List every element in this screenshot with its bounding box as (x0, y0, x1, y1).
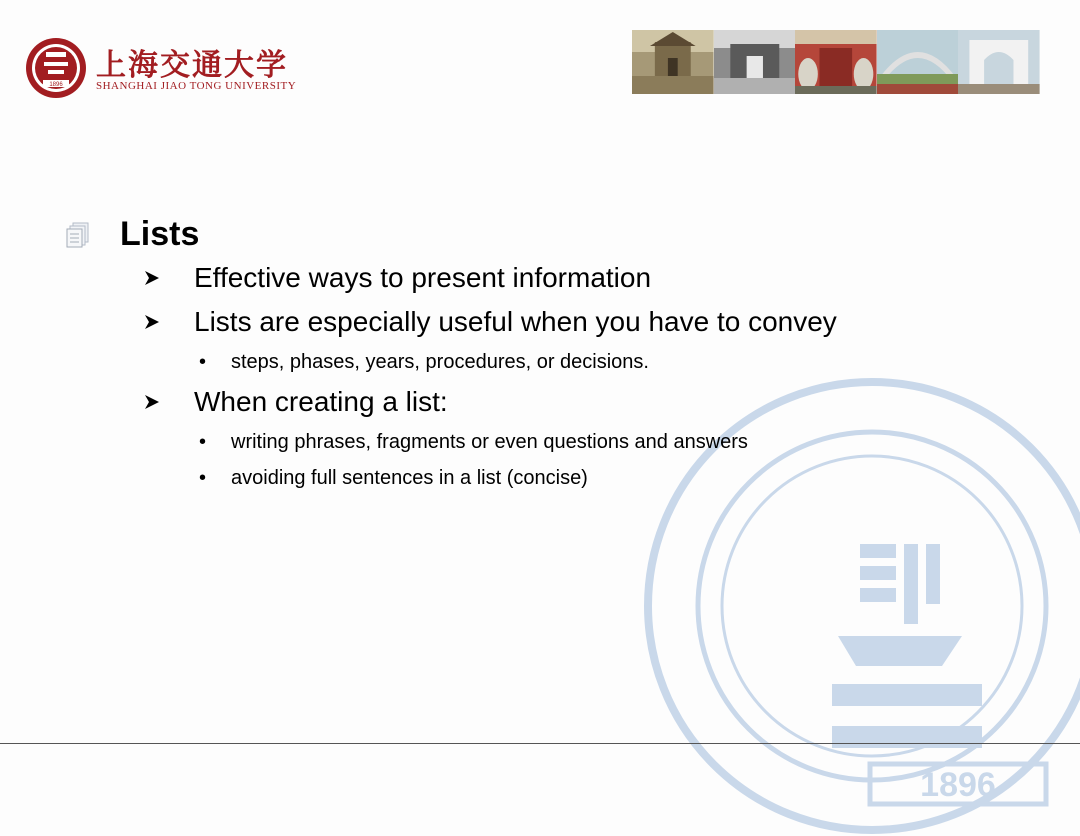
bullet-dot-icon: • (199, 431, 207, 453)
campus-photo-white-gate (958, 30, 1040, 94)
campus-photo-gate-old (632, 30, 714, 94)
university-logo (24, 36, 324, 102)
bullet-dot-icon: • (199, 351, 207, 373)
bullet-dot-icon: • (199, 467, 207, 489)
logo-english-name: SHANGHAI JIAO TONG UNIVERSITY (96, 80, 297, 92)
slide-heading: Lists (120, 215, 200, 253)
logo-chinese-name: 上海交通大学 (96, 48, 288, 83)
list-item-text: Effective ways to present information (194, 262, 652, 293)
list-item (144, 300, 964, 344)
list-item (144, 380, 964, 424)
sub-list-item (199, 424, 964, 460)
sub-list-item (199, 344, 964, 380)
sub-list-item (199, 460, 964, 496)
footer-divider (0, 743, 1080, 744)
campus-photo-modern-arch (877, 30, 959, 94)
arrow-bullet-icon (144, 314, 160, 330)
list-item-text: When creating a list: (194, 386, 448, 417)
arrow-bullet-icon (144, 394, 160, 410)
campus-photo-strip (632, 30, 1040, 94)
campus-photo-lions (795, 30, 877, 94)
campus-photo-gate-bw (714, 30, 796, 94)
sub-list-item-text: steps, phases, years, procedures, or decisions. (231, 351, 649, 373)
arrow-bullet-icon (144, 270, 160, 286)
list-item (144, 256, 964, 300)
watermark-year: 1896 (920, 766, 996, 804)
list-item-text: Lists are especially useful when you have to convey (194, 306, 837, 337)
sub-list-item-text: writing phrases, fragments or even questions and answers (231, 431, 748, 453)
university-seal-icon (24, 36, 88, 100)
seal-year: 1896 (49, 82, 63, 88)
heading-row (64, 212, 964, 256)
document-stack-icon (66, 222, 90, 248)
slide-content (64, 212, 964, 496)
sub-list-item-text: avoiding full sentences in a list (concise) (231, 467, 588, 489)
